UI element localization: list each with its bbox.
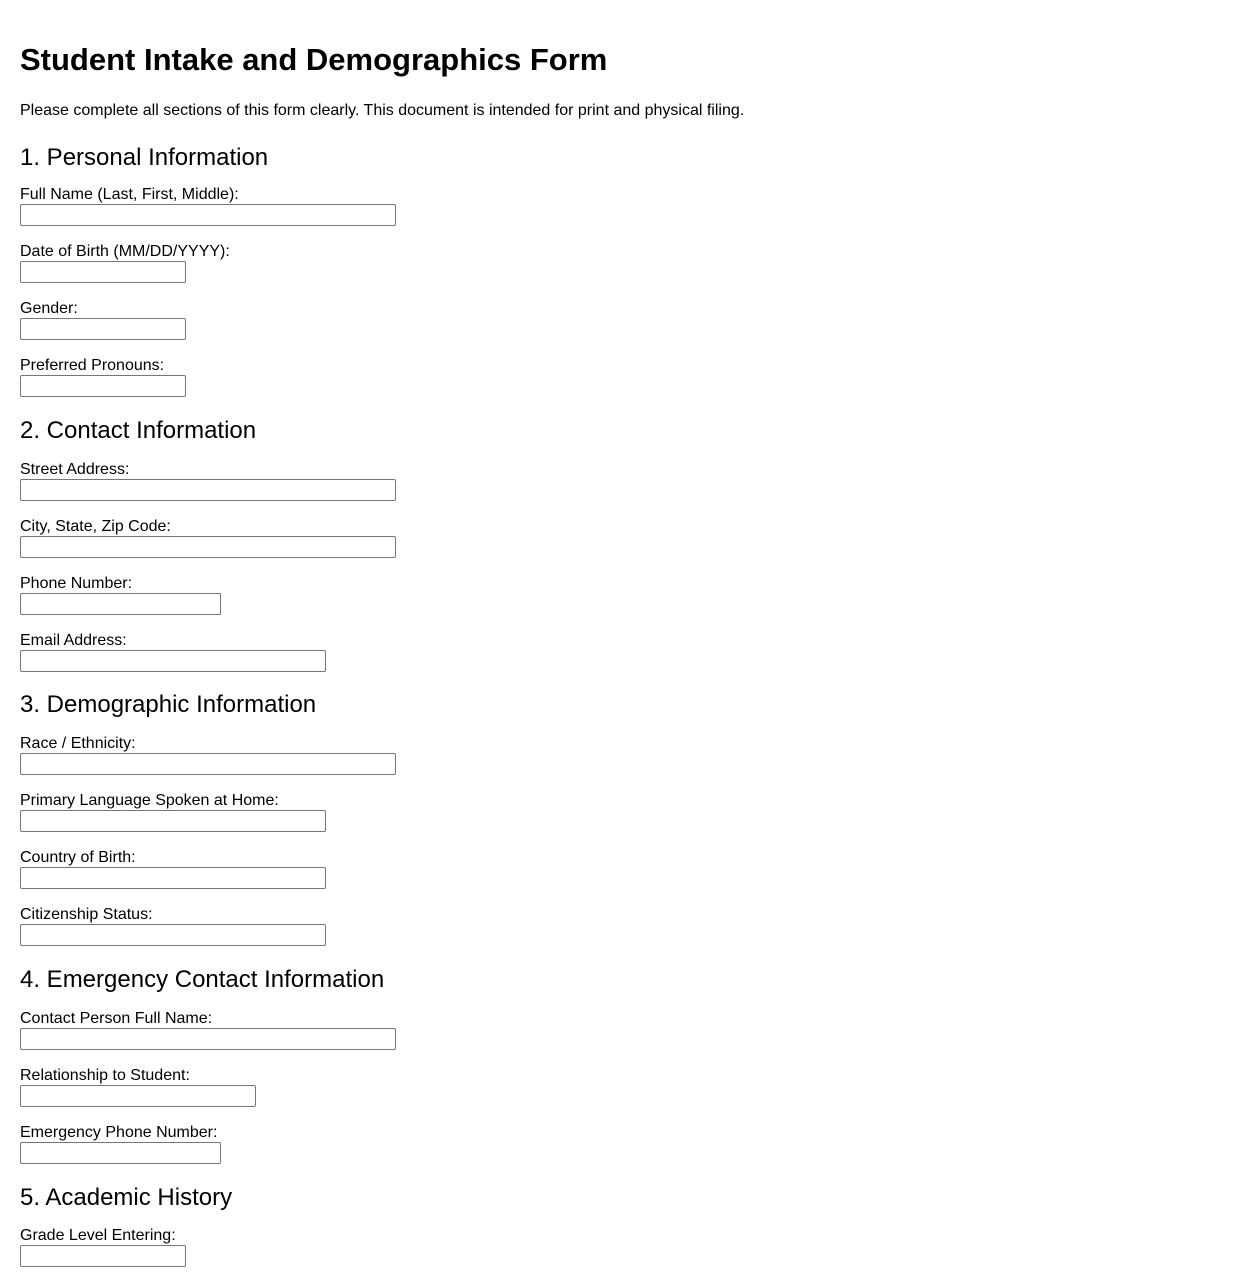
field-city-state-zip [20,518,1227,558]
field-label: Date of Birth (MM/DD/YYYY): [20,243,230,260]
street-address-input[interactable] [20,479,396,501]
field-label: Contact Person Full Name: [20,1010,213,1027]
field-citizenship-status [20,906,1227,946]
section-heading: 2. Contact Information [20,417,257,444]
contact-person-name-input[interactable] [20,1028,396,1050]
field-label: Gender: [20,300,78,317]
email-address-input[interactable] [20,650,326,672]
field-gender [20,300,1227,340]
field-label: Preferred Pronouns: [20,357,165,374]
field-label: Citizenship Status: [20,906,153,923]
preferred-pronouns-input[interactable] [20,375,186,397]
field-country-of-birth [20,849,1227,889]
field-label: Emergency Phone Number: [20,1124,218,1141]
field-full-name [20,186,1227,226]
field-preferred-pronouns [20,357,1227,397]
date-of-birth-input[interactable] [20,261,186,283]
grade-level-entering-input[interactable] [20,1245,186,1267]
field-street-address [20,461,1227,501]
gender-input[interactable] [20,318,186,340]
field-phone-number [20,575,1227,615]
field-label: City, State, Zip Code: [20,518,171,535]
section-heading: 3. Demographic Information [20,691,317,718]
field-contact-person-name [20,1010,1227,1050]
phone-number-input[interactable] [20,593,221,615]
field-label: Street Address: [20,461,130,478]
field-grade-level-entering [20,1227,1227,1267]
field-label: Phone Number: [20,575,133,592]
field-relationship-to-student [20,1067,1227,1107]
form-instructions: Please complete all sections of this form clearly. This document is intended for print and physical filing. [20,102,745,119]
section-academic-history [20,1184,1227,1267]
citizenship-status-input[interactable] [20,924,326,946]
field-label: Country of Birth: [20,849,136,866]
field-race-ethnicity [20,735,1227,775]
field-label: Primary Language Spoken at Home: [20,792,279,809]
section-emergency-contact [20,966,1227,1164]
section-contact-information [20,417,1227,672]
field-primary-language [20,792,1227,832]
field-label: Full Name (Last, First, Middle): [20,186,239,203]
field-label: Relationship to Student: [20,1067,190,1084]
section-heading: 4. Emergency Contact Information [20,966,385,993]
city-state-zip-input[interactable] [20,536,396,558]
field-label: Email Address: [20,632,127,649]
relationship-to-student-input[interactable] [20,1085,256,1107]
section-demographic-information [20,691,1227,946]
section-heading: 1. Personal Information [20,144,269,171]
field-emergency-phone [20,1124,1227,1164]
field-label: Grade Level Entering: [20,1227,176,1244]
emergency-phone-input[interactable] [20,1142,221,1164]
field-label: Race / Ethnicity: [20,735,136,752]
primary-language-input[interactable] [20,810,326,832]
full-name-input[interactable] [20,204,396,226]
race-ethnicity-input[interactable] [20,753,396,775]
section-heading: 5. Academic History [20,1184,233,1211]
section-personal-information [20,144,1227,397]
field-date-of-birth [20,243,1227,283]
field-email-address [20,632,1227,672]
page-title: Student Intake and Demographics Form [20,42,608,77]
country-of-birth-input[interactable] [20,867,326,889]
